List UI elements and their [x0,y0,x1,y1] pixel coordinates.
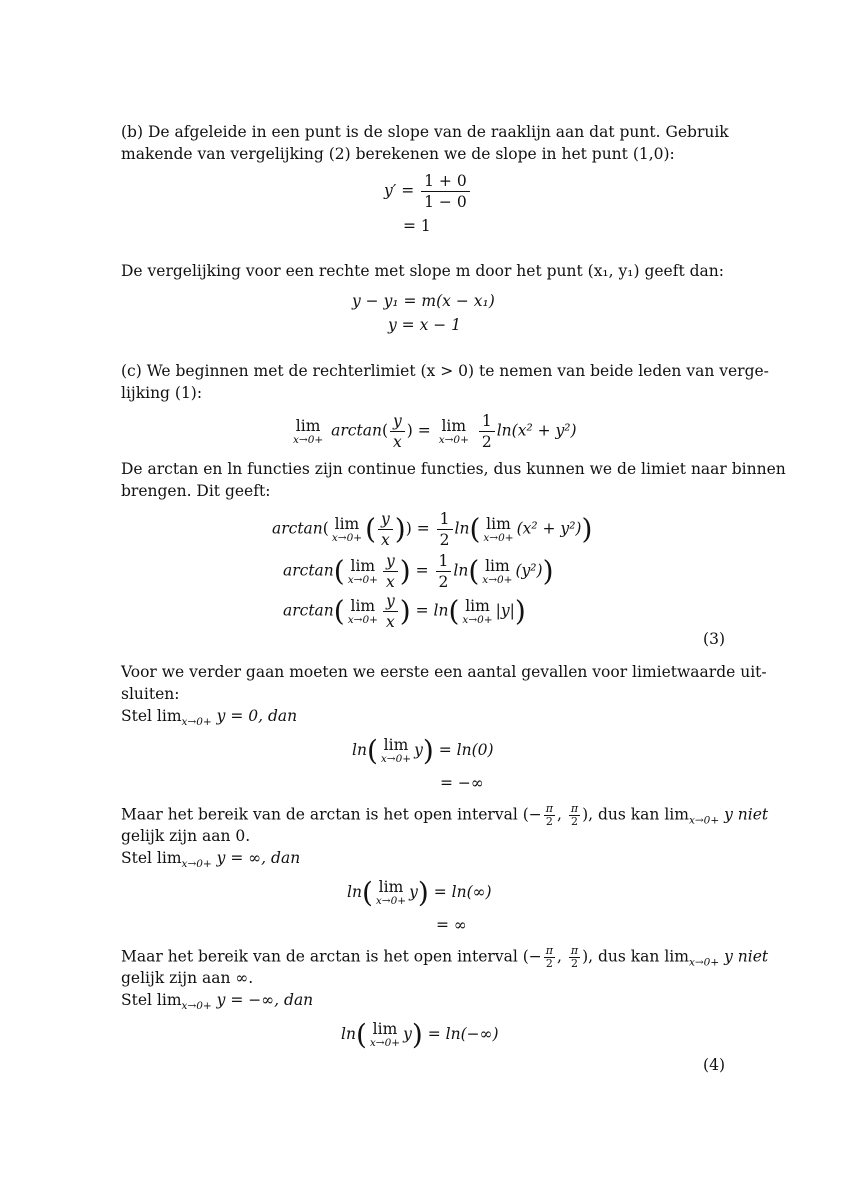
fraction-denominator: 2 [481,433,492,451]
abs-y-term: |y| [495,601,515,620]
fraction-denominator: 2 [545,815,553,828]
stel-tail: y = ∞, dan [216,849,301,867]
lim-subscript: x→0+ [462,613,493,626]
system-line-2: arctan( lim x→0+ $\frac{y}{x}$ ) = $\frac{1}{2}$ ln( lim x→0+ (y²)) [283,552,554,591]
ln-text: ln [453,561,469,580]
pi-over-two [544,945,555,970]
fraction-denominator: x [385,573,395,591]
maar-end: y niet [724,947,769,966]
fraction-denominator: x [381,531,390,549]
limit-operator [483,516,513,544]
ln-neg-infinity-result: = ln(−∞) [427,1025,499,1043]
limit-operator [482,558,512,586]
lim-subscript: x→0+ [375,895,407,907]
fraction-denominator: 2 [545,957,553,970]
ln-infinity-result: = ln(∞) [433,883,492,901]
paragraph-voor-line2: sluiten: [121,685,180,703]
maar-text: Maar het bereik van de arctan is het open interval (− [121,947,542,966]
fraction-denominator: 2 [438,573,449,591]
limit-operator [348,598,378,626]
lim-text: lim [350,556,376,575]
lim-text: lim [350,596,376,615]
y-over-x-fraction [383,592,398,631]
stel-tail: y = −∞, dan [216,991,314,1009]
stel-tail: y = 0, dan [216,707,298,725]
slope-fraction [421,172,470,211]
system-line-1: arctan( lim x→0+ ( $\frac{y}{x}$ )) = $\frac{1}{2}$ ln( lim x→0+ (x² + y²)) [272,510,593,549]
lim-subscript: x→0+ [347,573,378,586]
case-neg-infinity-equation: ln( lim x→0+ y) = ln(−∞) [341,1018,499,1051]
fraction-numerator: 1 [479,412,495,432]
line-equation-2: y = x − 1 [388,316,462,334]
paragraph-c-line2: lijking (1): [121,384,203,402]
stel-text: Stel lim [121,707,182,725]
stel-text: Stel lim [121,849,182,867]
y-term: y [409,883,418,901]
lim-text: lim [441,416,467,435]
ln-text: ln [341,1025,356,1043]
y-over-x-fraction [390,412,405,451]
stel-text: Stel lim [121,991,182,1009]
case-zero-equation: ln( lim x→0+ y) = ln(0) [352,734,494,767]
fraction-denominator: 2 [439,531,450,549]
stel-case-zero [121,705,297,733]
equals-sign: = [415,601,429,620]
fraction-numerator: π [570,944,579,957]
x2y2-term: (x² + y²) [511,421,577,440]
limit-operator [376,879,406,907]
arctan-text: arctan [331,421,382,440]
lim-subscript: x→0+ [181,858,212,871]
maar-case-zero-line2: gelijk zijn aan 0. [121,827,251,845]
fraction-numerator: y [383,592,398,612]
slope-equation [384,172,472,211]
equation-number-4: (4) [703,1056,725,1074]
ln-text: ln [454,519,470,538]
paragraph-voor-line1: Voor we verder gaan moeten we eerste een aantal gevallen voor limietwaarde uit- [121,663,767,681]
pi-over-two [569,945,580,970]
lim-text: lim [383,736,409,754]
equals-sign: = [416,519,430,538]
fraction-numerator: y [383,552,398,572]
y2-term: (y²) [515,561,543,580]
lim-subscript: x→0+ [369,1037,401,1049]
limit-operator [348,558,378,586]
neg-infinity-result: = −∞ [440,774,484,792]
paragraph-b-line2: makende van vergelijking (2) berekenen we de slope in het punt (1,0): [121,145,675,163]
lim-subscript: x→0+ [293,433,324,446]
paragraph-continue-line2: brengen. Dit geeft: [121,482,271,500]
lim-text: lim [486,514,511,533]
lim-subscript: x→0+ [331,531,363,544]
ln-text: ln [352,741,367,759]
slope-denominator: 1 − 0 [424,193,467,211]
lim-subscript: x→0+ [483,531,514,544]
arctan-text: arctan [272,519,323,538]
half-fraction [436,552,452,591]
fraction-numerator: y [378,510,393,530]
half-fraction [479,412,495,451]
equation-number-3: (3) [703,630,725,648]
half-fraction [437,510,453,549]
x2y2-term: (x² + y²) [516,519,582,538]
limit-equation-1: lim x→0+ arctan( $\frac{y}{x}$ ) = lim x→0+ $\frac{1}{2}$ ln(x² + y²) [293,412,577,451]
equals-sign: = [415,561,429,580]
maar-end: y niet [724,805,769,824]
system-line-3: arctan( lim x→0+ $\frac{y}{x}$ ) = ln( lim x→0+ |y|) [283,592,526,631]
fraction-numerator: 1 [437,510,453,530]
y-over-x-fraction [383,552,398,591]
comma: , [556,805,562,824]
fraction-numerator: π [545,802,553,815]
fraction-denominator: x [385,613,395,631]
infinity-result: = ∞ [436,916,467,934]
lim-subscript: x→0+ [181,1000,212,1013]
stel-case-infinity [121,847,300,875]
slope-numerator: 1 + 0 [421,172,470,192]
limit-operator [462,598,492,626]
fraction-denominator: x [393,433,402,451]
paragraph-rechte: De vergelijking voor een rechte met slope m door het punt (x₁, y₁) geeft dan: [121,262,724,280]
lim-subscript: x→0+ [347,613,378,626]
fraction-numerator: π [545,944,553,957]
lim-text: lim [372,1020,398,1038]
lim-text: lim [295,416,321,435]
lim-text: lim [334,514,360,533]
limit-operator [381,737,411,765]
ln-zero-result: = ln(0) [438,741,494,759]
arctan-text: arctan [283,561,334,580]
fraction-denominator: 2 [570,815,578,828]
lim-subscript: x→0+ [482,573,513,586]
maar-case-infinity-line2: gelijk zijn aan ∞. [121,969,254,987]
y-over-x-fraction [378,510,393,549]
pi-over-two [544,803,555,828]
paragraph-c-line1: (c) We beginnen met de rechterlimiet (x > 0) te nemen van beide leden van verge- [121,362,769,380]
limit-operator [332,516,362,544]
lim-subscript: x→0+ [688,814,720,827]
maar-text: Maar het bereik van de arctan is het open interval (− [121,805,542,824]
limit-operator [293,418,323,446]
pi-over-two [569,803,580,828]
ln-text: ln [496,421,512,440]
lim-subscript: x→0+ [380,753,412,765]
lim-text: lim [465,596,490,615]
fraction-denominator: 2 [570,957,578,970]
maar-tail: ), dus kan lim [582,947,689,966]
stel-case-neg-infinity [121,989,313,1017]
ln-text: ln [433,601,449,620]
paragraph-continue-line1: De arctan en ln functies zijn continue functies, dus kunnen we de limiet naar binnen [121,460,786,478]
comma: , [556,947,562,966]
case-infinity-equation: ln( lim x→0+ y) = ln(∞) [347,876,492,909]
arctan-text: arctan [283,601,334,620]
equals-sign: = [417,421,431,440]
line-equation-1: y − y₁ = m(x − x₁) [352,292,495,310]
fraction-numerator: y [390,412,405,432]
maar-tail: ), dus kan lim [582,805,689,824]
lim-text: lim [378,878,404,896]
yprime-label: y′ = [384,181,415,200]
lim-subscript: x→0+ [181,716,212,729]
slope-result: = 1 [403,217,431,235]
lim-text: lim [485,556,510,575]
lim-subscript: x→0+ [688,956,720,969]
limit-operator [370,1021,400,1049]
paragraph-b-line1: (b) De afgeleide in een punt is de slope van de raaklijn aan dat punt. Gebruik [121,123,729,141]
y-term: y [414,741,423,759]
y-term: y [403,1025,412,1043]
limit-operator [439,418,469,446]
fraction-numerator: 1 [436,552,452,572]
fraction-numerator: π [570,802,579,815]
lim-subscript: x→0+ [438,433,469,446]
ln-text: ln [347,883,362,901]
